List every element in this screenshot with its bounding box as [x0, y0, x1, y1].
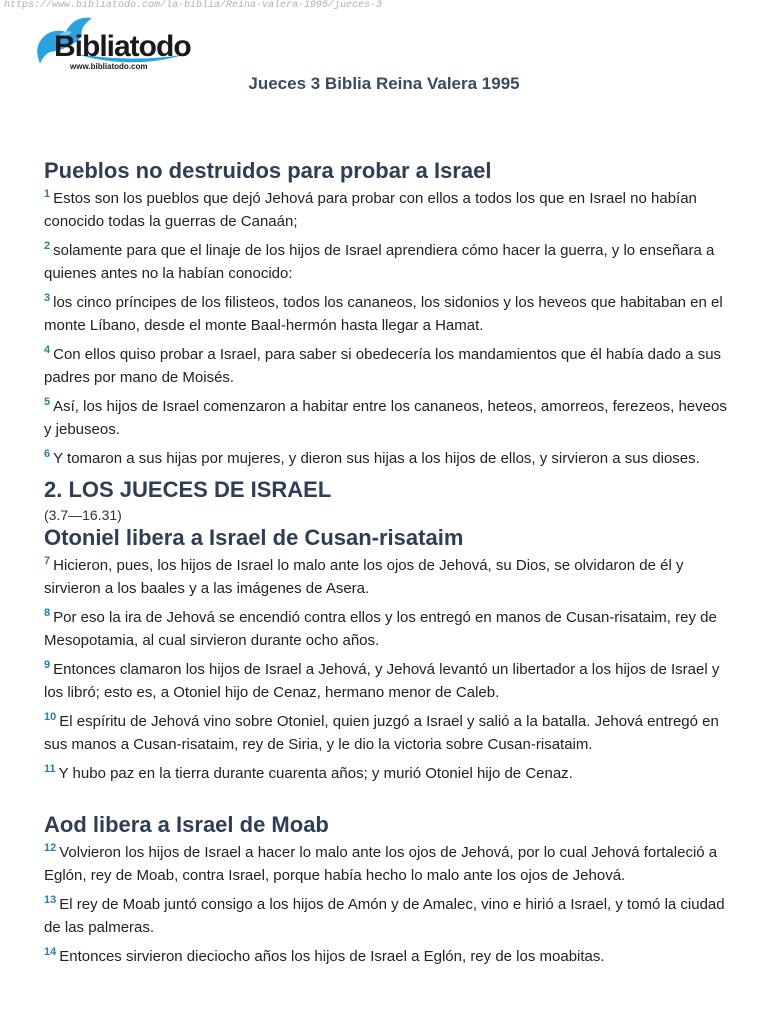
verse	[44, 710, 734, 756]
verse	[44, 945, 734, 968]
verse-number[interactable]: 2	[44, 240, 51, 252]
verse	[44, 658, 734, 704]
verse-text: Por eso la ira de Jehová se encendió contra ellos y los entregó en manos de Cusan-risataim, rey de Mesopotamia, al cual sirvieron durante ocho años.	[44, 609, 717, 649]
verse-text: Volvieron los hijos de Israel a hacer lo malo ante los ojos de Jehová, por lo cual Jehová fortaleció a Eglón, rey de Moab, contra Israel, porque había hecho lo malo ante los ojos de Jehová.	[44, 844, 718, 884]
page-url: https://www.bibliatodo.com/la-biblia/Reina-valera-1995/jueces-3	[4, 0, 383, 11]
verse-text: Y hubo paz en la tierra durante cuarenta años; y murió Otoniel hijo de Cenaz.	[58, 765, 573, 782]
verse-number[interactable]: 12	[44, 842, 57, 854]
verse-text: El rey de Moab juntó consigo a los hijos de Amón y de Amalec, vino e hirió a Israel, y tomó la ciudad de las palmeras.	[44, 896, 725, 936]
division-reference: (3.7—16.31)	[44, 507, 122, 523]
verse-number[interactable]: 13	[44, 894, 57, 906]
verse-number[interactable]: 11	[44, 763, 56, 775]
section-heading: Pueblos no destruidos para probar a Israel	[44, 158, 492, 183]
verse-number[interactable]: 8	[44, 607, 51, 619]
verse-text: El espíritu de Jehová vino sobre Otoniel, quien juzgó a Israel y salió a la batalla. Jehová entregó en sus manos a Cusan-risataim, rey de Siria, y le dio la victoria sobre Cusan-risataim.	[44, 713, 719, 753]
verse-number[interactable]: 7	[44, 555, 51, 567]
verse	[44, 447, 734, 470]
logo-wordmark: Bibliatodo	[54, 30, 191, 63]
verse-text: Entonces sirvieron dieciocho años los hijos de Israel a Eglón, rey de los moabitas.	[59, 948, 605, 965]
verse	[44, 841, 734, 887]
document-title: Jueces 3 Biblia Reina Valera 1995	[248, 74, 520, 93]
verse-text: Entonces clamaron los hijos de Israel a Jehová, y Jehová levantó un libertador a los hijos de Israel y los libró; esto es, a Otoniel hijo de Cenaz, hermano menor de Caleb.	[44, 661, 720, 701]
verse	[44, 606, 734, 652]
verse-number[interactable]: 6	[44, 448, 51, 460]
verse-number[interactable]: 1	[44, 188, 51, 200]
division-heading: 2. LOS JUECES DE ISRAEL	[44, 477, 332, 502]
verse-text: Hicieron, pues, los hijos de Israel lo malo ante los ojos de Jehová, su Dios, se olvidaron de él y sirvieron a los baales y a las imágenes de Asera.	[44, 557, 684, 597]
verse-text: solamente para que el linaje de los hijos de Israel aprendiera cómo hacer la guerra, y lo enseñara a quienes antes no la habían conocido:	[44, 242, 715, 282]
logo-site-url: www.bibliatodo.com	[70, 62, 148, 71]
section-heading: Otoniel libera a Israel de Cusan-risataim	[44, 525, 464, 550]
verse-number[interactable]: 3	[44, 292, 51, 304]
verse-text: Y tomaron a sus hijas por mujeres, y dieron sus hijas a los hijos de ellos, y sirvieron a sus dioses.	[53, 450, 700, 467]
verse-number[interactable]: 14	[44, 946, 57, 958]
verse	[44, 291, 734, 337]
verse-number[interactable]: 9	[44, 659, 51, 671]
verse-text: Así, los hijos de Israel comenzaron a habitar entre los cananeos, heteos, amorreos, ferezeos, heveos y jebuseos.	[44, 398, 727, 438]
verse	[44, 762, 734, 785]
verse	[44, 395, 734, 441]
chapter-content	[44, 157, 734, 974]
verse	[44, 893, 734, 939]
verse-number[interactable]: 5	[44, 396, 51, 408]
verse-text: los cinco príncipes de los filisteos, todos los cananeos, los sidonios y los heveos que habitaban en el monte Líbano, desde el monte Baal-hermón hasta llegar a Hamat.	[44, 294, 723, 334]
verse	[44, 239, 734, 285]
verse	[44, 554, 734, 600]
bibliatodo-logo[interactable]	[36, 14, 196, 74]
verse-text: Estos son los pueblos que dejó Jehová para probar con ellos a todos los que en Israel no habían conocido todas la guerras de Canaán;	[44, 190, 697, 230]
verse	[44, 343, 734, 389]
verse-number[interactable]: 4	[44, 344, 51, 356]
verse-number[interactable]: 10	[44, 711, 57, 723]
verse-text: Con ellos quiso probar a Israel, para saber si obedecería los mandamientos que él había dado a sus padres por mano de Moisés.	[44, 346, 722, 386]
section-heading: Aod libera a Israel de Moab	[44, 812, 329, 837]
verse	[44, 187, 734, 233]
